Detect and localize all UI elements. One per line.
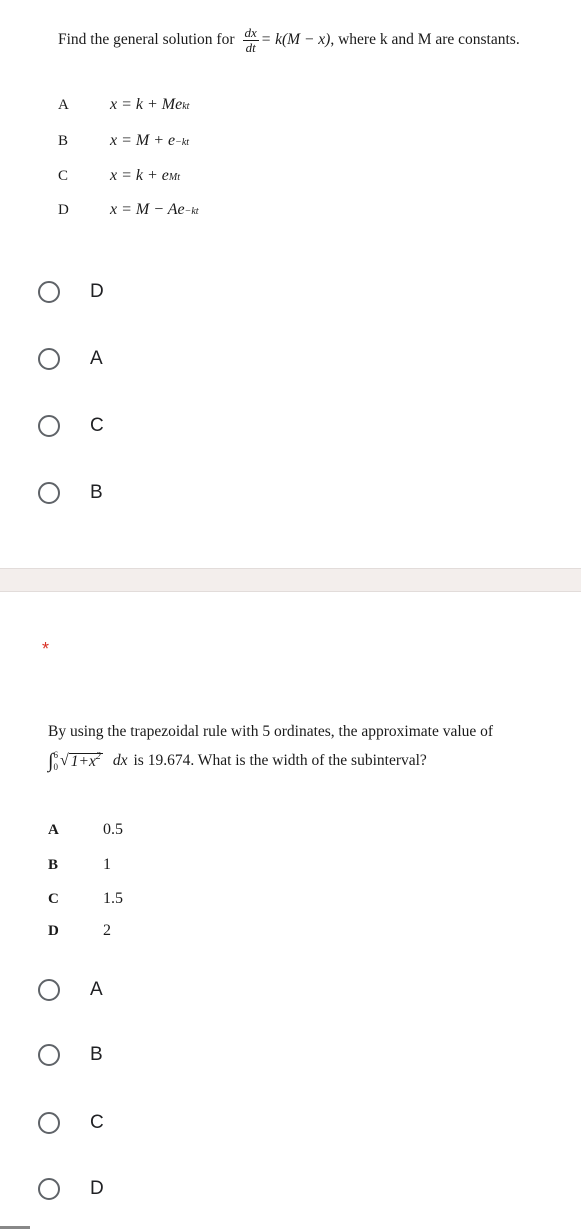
question2-option-c: [48, 890, 123, 908]
choice-label[interactable]: D: [90, 1178, 104, 1199]
radio-button[interactable]: [38, 348, 60, 370]
differential: dx: [112, 752, 128, 769]
choice-label[interactable]: A: [90, 979, 103, 1000]
radio-button[interactable]: [38, 281, 60, 303]
integrand-base: 1+x: [70, 752, 96, 770]
radio-button[interactable]: [38, 1112, 60, 1134]
sqrt-symbol: √: [59, 752, 69, 769]
question1-text: [58, 20, 578, 60]
integral-lower-limit: 0: [53, 762, 58, 772]
derivative-fraction: [243, 26, 259, 55]
option-letter: D: [58, 202, 69, 218]
question2-choice-d[interactable]: [38, 1174, 104, 1204]
option-letter: A: [58, 97, 69, 113]
question2-suffix: is 19.674. What is the width of the subinterval?: [133, 752, 427, 769]
question2-choice-a[interactable]: [38, 975, 103, 1005]
integrand: [69, 750, 103, 770]
choice-label[interactable]: D: [90, 281, 104, 302]
question1-suffix: , where k and M are constants.: [330, 31, 520, 48]
question2-option-d: [48, 922, 111, 940]
radio-button[interactable]: [38, 1178, 60, 1200]
question1-choice-d[interactable]: [38, 277, 104, 307]
radio-button[interactable]: [38, 482, 60, 504]
option-formula: x = M + e: [110, 132, 176, 149]
choice-label[interactable]: B: [90, 482, 103, 503]
option-letter: C: [48, 891, 59, 907]
choice-label[interactable]: C: [90, 415, 104, 436]
option-letter: B: [48, 857, 59, 873]
question2-choice-b[interactable]: [38, 1040, 103, 1070]
question1-prefix: Find the general solution for: [58, 31, 235, 48]
option-letter: D: [48, 923, 59, 939]
option-value: 1.5: [103, 890, 123, 907]
equation-rhs: = k(M − x): [260, 31, 331, 48]
option-letter: A: [48, 822, 59, 838]
question2-line2: [48, 746, 578, 776]
question2-option-b: [48, 856, 111, 874]
option-value: 0.5: [103, 821, 123, 838]
question1-option-a: A x = k + Me kt: [58, 96, 190, 113]
choice-label[interactable]: A: [90, 348, 103, 369]
integral-limits: [53, 749, 58, 773]
option-letter: B: [58, 133, 69, 149]
integrand-exponent: 2: [95, 750, 101, 762]
fraction-numerator: dx: [244, 24, 257, 40]
radio-button[interactable]: [38, 1044, 60, 1066]
question1-option-b: B x = M + e −kt: [58, 132, 190, 149]
question1-choice-c[interactable]: [38, 411, 104, 441]
question2-choice-c[interactable]: [38, 1108, 104, 1138]
option-formula: x = k + e: [110, 167, 169, 184]
option-formula: x = k + Me: [110, 96, 183, 113]
question1-choice-a[interactable]: [38, 344, 103, 374]
option-value: 1: [103, 856, 111, 873]
fraction-denominator: dt: [245, 39, 256, 55]
question2-option-a: [48, 821, 123, 839]
choice-label[interactable]: B: [90, 1044, 103, 1065]
question1-choice-b[interactable]: [38, 478, 103, 508]
question1-option-d: D x = M − Ae −kt: [58, 201, 199, 218]
option-value: 2: [103, 922, 111, 939]
radio-button[interactable]: [38, 979, 60, 1001]
radio-button[interactable]: [38, 415, 60, 437]
question-divider: [0, 568, 581, 592]
question1-option-c: C x = k + e Mt: [58, 167, 181, 184]
option-formula: x = M − Ae: [110, 201, 185, 218]
integral-upper-limit: 6: [53, 750, 58, 760]
bottom-edge-bar: [0, 1226, 30, 1229]
choice-label[interactable]: C: [90, 1112, 104, 1133]
integral-sign: ∫: [48, 750, 54, 772]
option-letter: C: [58, 168, 69, 184]
question2-line1: By using the trapezoidal rule with 5 ordinates, the approximate value of: [48, 723, 494, 740]
required-asterisk: *: [42, 639, 50, 659]
